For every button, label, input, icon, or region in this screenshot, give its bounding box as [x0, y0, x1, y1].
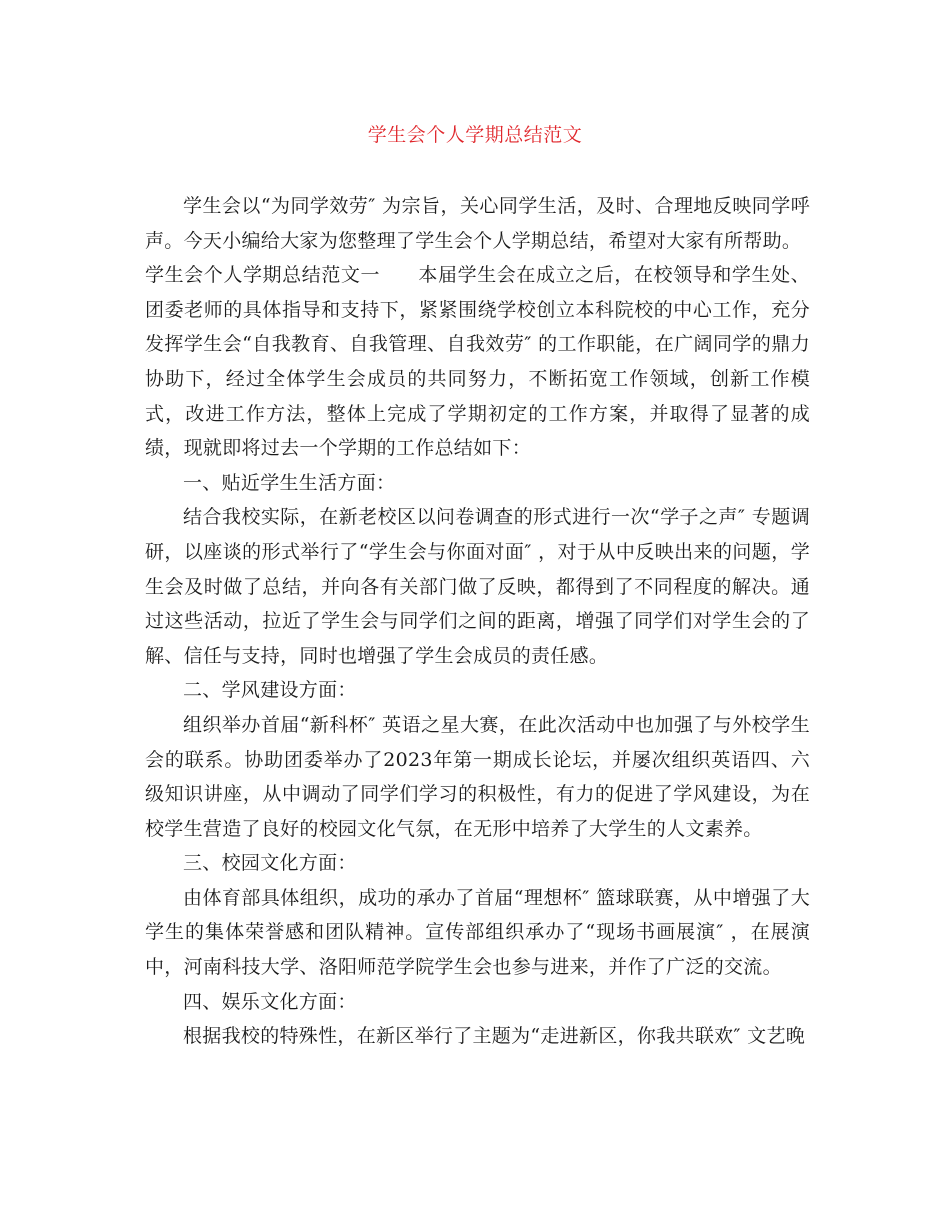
intro-paragraph: 学生会以“为同学效劳″ 为宗旨，关心同学生活，及时、合理地反映同学呼声。今天小编给大家为您整理了学生会个人学期总结，希望对大家有所帮助。: [145, 195, 810, 252]
heading-entertainment: 四、娱乐文化方面：: [183, 990, 357, 1013]
paragraph-study: 组织举办首届“新科杯″ 英语之星大赛，在此次活动中也加强了与外校学生会的联系。协助团委举办了2023年第一期成长论坛，并屡次组织英语四、六级知识讲座，从中调动了同学们学习的积极性，有力的促进了学风建设，为在校学生营造了良好的校园文化气氛，在无形中培养了大学生的人文素养。: [145, 713, 810, 840]
paragraph-entertainment: 根据我校的特殊性，在新区举行了主题为“走进新区，你我共联欢″ 文艺晚: [183, 1025, 806, 1048]
paragraph-life: 结合我校实际，在新老校区以问卷调查的形式进行一次“学子之声″ 专题调研，以座谈的形式举行了“学生会与你面对面″ ，对于从中反映出来的问题，学生会及时做了总结，并向各有关部门做了反映，都得到了不同程度的解决。通过这些活动，拉近了学生会与同学们之间的距离，增强了同学们对学生会的了解、信任与支持，同时也增强了学生会成员的责任感。: [145, 506, 810, 667]
heading-study: 二、学风建设方面：: [183, 679, 357, 702]
heading-campus-culture: 三、校园文化方面：: [183, 852, 357, 875]
document-title: 学生会个人学期总结范文: [367, 124, 583, 146]
document-body: [145, 189, 810, 1054]
paragraph-campus-culture: 由体育部具体组织，成功的承办了首届“理想杯″ 篮球联赛，从中增强了大学生的集体荣誉感和团队精神。宣传部组织承办了“现场书画展演″ ，在展演中，河南科技大学、洛阳师范学院学生会也参与进来，并作了广泛的交流。: [145, 886, 810, 979]
section-label: 学生会个人学期总结范文一: [145, 264, 381, 287]
section-paragraph: [145, 258, 810, 466]
heading-life: 一、贴近学生生活方面：: [183, 471, 396, 494]
section-body: 本届学生会在成立之后，在校领导和学生处、团委老师的具体指导和支持下，紧紧围绕学校创立本科院校的中心工作，充分发挥学生会“自我教育、自我管理、自我效劳″ 的工作职能，在广阔同学的鼎力协助下，经过全体学生会成员的共同努力，不断拓宽工作领域，创新工作模式，改进工作方法，整体上完成了学期初定的工作方案，并取得了显著的成绩，现就即将过去一个学期的工作总结如下：: [145, 264, 810, 460]
